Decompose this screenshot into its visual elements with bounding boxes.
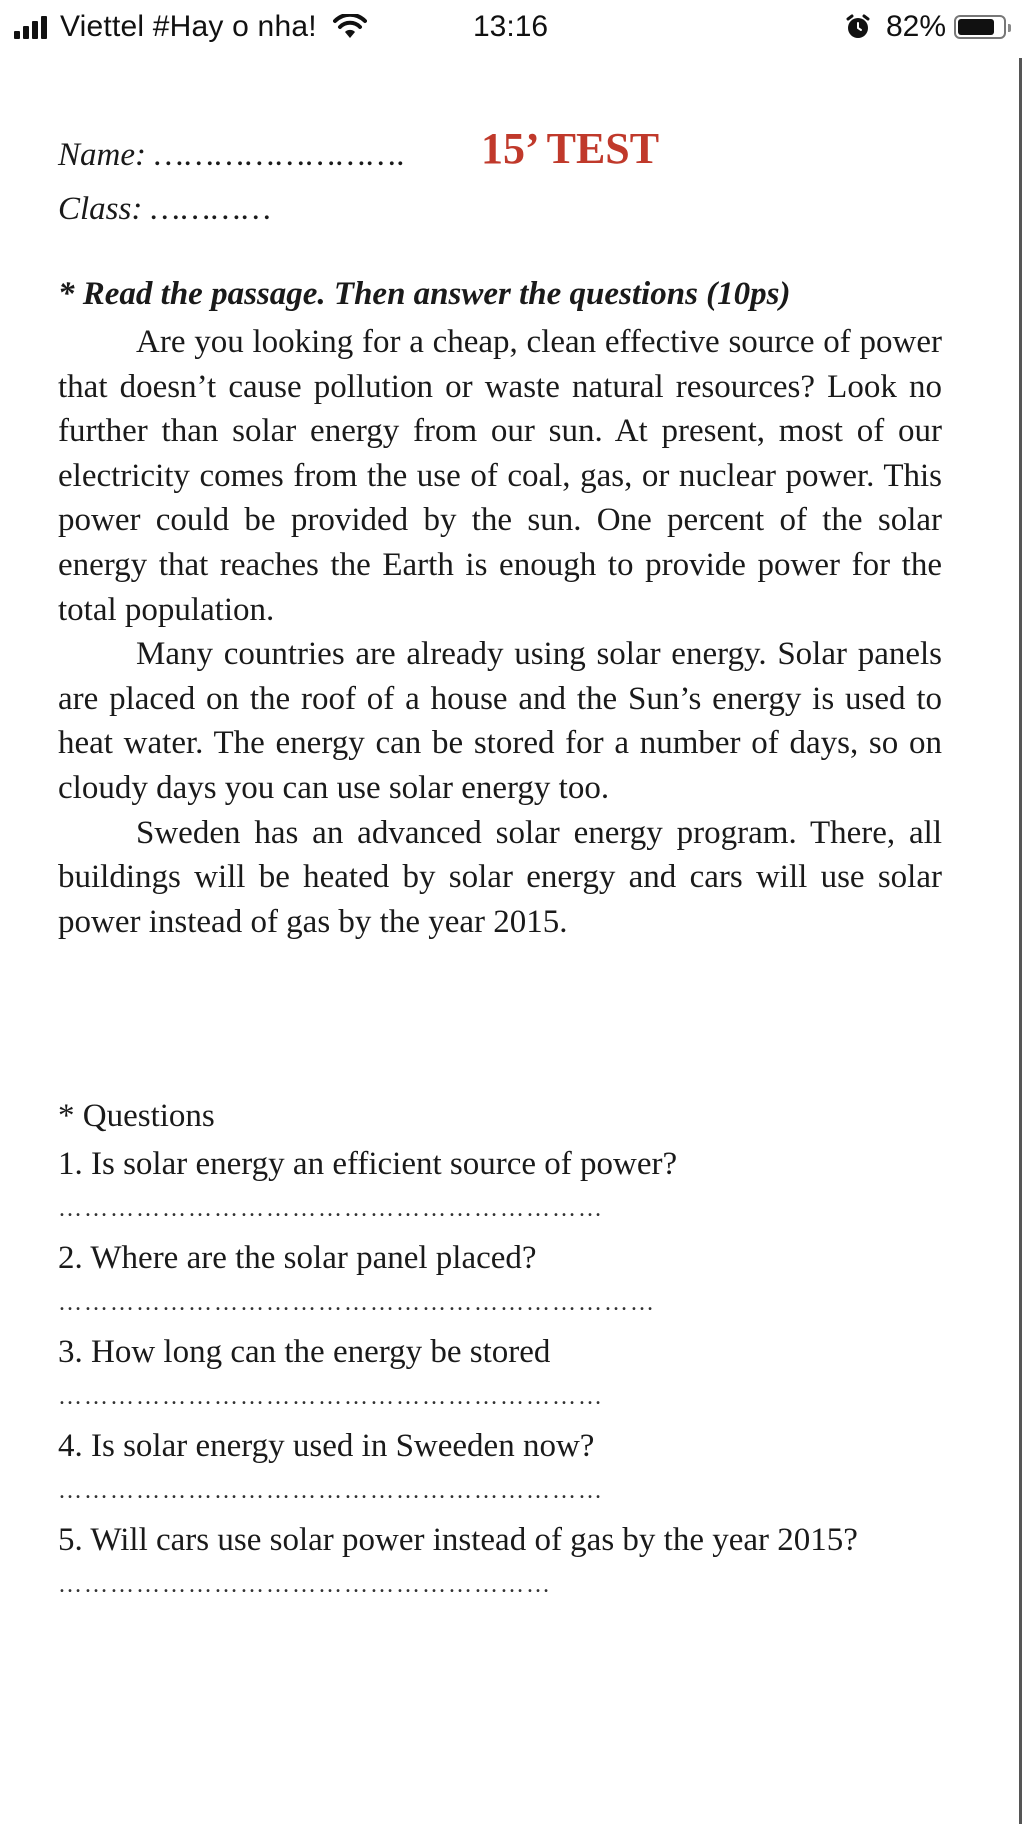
signal-icon (14, 15, 50, 39)
questions-heading: * Questions (58, 1098, 215, 1134)
question-text: 1. Is solar energy an efficient source of power? (58, 1146, 678, 1182)
class-line (58, 182, 958, 236)
class-label: Class: (58, 191, 143, 227)
status-bar-left (14, 10, 367, 44)
question-item (58, 1518, 1008, 1608)
answer-line: …………………………………………………………… (58, 1290, 656, 1316)
question-item (58, 1424, 1008, 1514)
question-item (58, 1236, 1008, 1326)
answer-line: ……………………………………………………… (58, 1384, 604, 1410)
passage-paragraph: Sweden has an advanced solar energy program. There, all buildings will be heated by solar energy and cars will use solar power instead of gas by the year 2015. (58, 814, 942, 940)
battery-icon (954, 15, 1006, 39)
reading-passage (58, 320, 942, 944)
question-text: 4. Is solar energy used in Sweeden now? (58, 1428, 595, 1464)
alarm-icon (844, 13, 872, 41)
questions-section (58, 1094, 1008, 1608)
question-item (58, 1330, 1008, 1420)
question-text: 2. Where are the solar panel placed? (58, 1240, 537, 1276)
passage-paragraph: Many countries are already using solar energy. Solar panels are placed on the roof of a house and the Sun’s energy is used to heat water. The energy can be stored for a number of days, so on cloudy days you can use solar energy too. (58, 636, 942, 806)
name-blank: ……………………. (154, 137, 407, 173)
test-document (0, 58, 1022, 1824)
instruction-heading: * Read the passage. Then answer the questions (10ps) (58, 276, 791, 312)
battery-cap (1008, 24, 1011, 32)
passage-paragraph: Are you looking for a cheap, clean effective source of power that doesn’t cause pollution or waste natural resources? Look no further than solar energy from our sun. At present, most of our electricity comes from the use of coal, gas, or nuclear power. This power could be provided by the sun. One percent of the solar energy that reaches the Earth is enough to provide power for the total population. (58, 324, 942, 628)
clock-time: 13:16 (473, 10, 549, 43)
status-bar (0, 0, 1024, 58)
answer-line: ……………………………………………………… (58, 1196, 604, 1222)
question-text: 5. Will cars use solar power instead of gas by the year 2015? (58, 1522, 858, 1558)
carrier-name: Viettel #Hay o nha! (60, 10, 317, 43)
answer-line: ……………………………………………………… (58, 1478, 604, 1504)
class-blank: ………… (150, 191, 272, 227)
question-text: 3. How long can the energy be stored (58, 1334, 551, 1370)
battery-percent: 82% (885, 10, 946, 43)
wifi-icon (333, 14, 367, 40)
status-bar-right (844, 10, 1006, 44)
test-title: 15’ TEST (481, 124, 660, 173)
battery-level-fill (958, 19, 994, 35)
answer-line: ………………………………………………… (58, 1572, 552, 1598)
question-item (58, 1142, 1008, 1232)
name-label: Name: (58, 137, 146, 173)
